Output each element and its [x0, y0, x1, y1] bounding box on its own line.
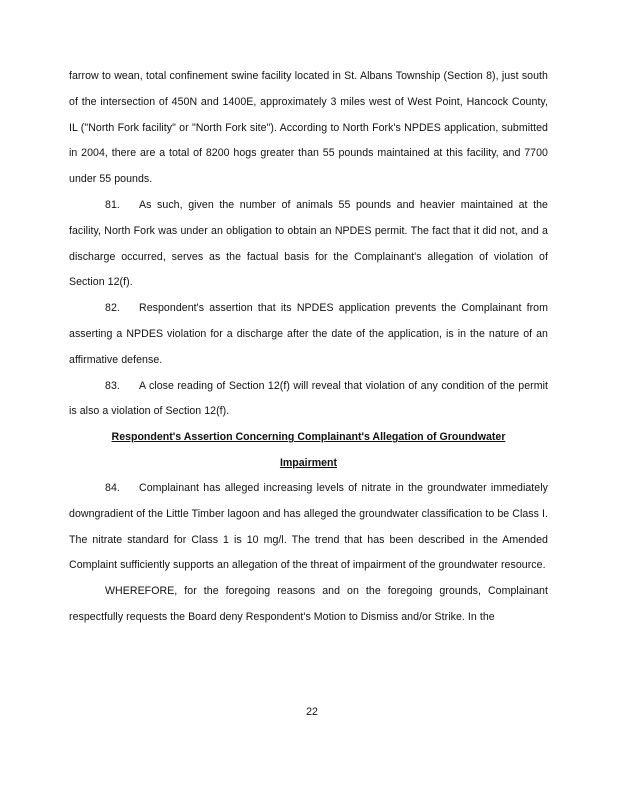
paragraph-81 — [69, 193, 548, 296]
paragraph-84 — [69, 476, 548, 579]
section-heading — [69, 425, 548, 477]
paragraph-81-number: 81. — [105, 198, 120, 211]
paragraph-83-number: 83. — [105, 379, 120, 392]
paragraph-81-text: As such, given the number of animals 55 pounds and heavier maintained at the facility, North Fork was under an obligation to obtain an NPDES permit. The fact that it did not, and a discharge occurred, serves as the factual basis for the Complainant's allegation of violation of Section 12(f). — [69, 198, 548, 289]
paragraph-84-text: Complainant has alleged increasing levels of nitrate in the groundwater immediately downgradient of the Little Timber lagoon and has alleged the groundwater classification to be Class I. The nitrate standard for Class 1 is 10 mg/l. The trend that has been described in the Amended Complaint sufficiently supports an allegation of the threat of impairment of the groundwater resource. — [69, 482, 548, 572]
paragraph-83-text: A close reading of Section 12(f) will reveal that violation of any condition of the permit is also a violation of Section 12(f). — [69, 379, 548, 418]
section-heading-line-1: Respondent's Assertion Concerning Complainant's Allegation of Groundwater — [111, 431, 506, 443]
body-text-lower — [69, 476, 548, 631]
paragraph-82-text: Respondent's assertion that its NPDES application prevents the Complainant from asserting a NPDES violation for a discharge after the date of the application, is in the nature of an affirmative defense. — [69, 302, 548, 366]
paragraph-82 — [69, 296, 548, 373]
body-text-upper — [69, 64, 548, 425]
wherefore-paragraph: WHEREFORE, for the foregoing reasons and on the foregoing grounds, Complainant respectfully requests the Board deny Respondent's Motion to Dismiss and/or Strike. In the — [69, 585, 548, 623]
paragraph-82-number: 82. — [105, 302, 120, 315]
page-number: 22 — [306, 706, 318, 718]
paragraph-83 — [69, 374, 548, 426]
paragraph-84-number: 84. — [105, 482, 120, 494]
section-heading-line-2: Impairment — [279, 456, 338, 469]
intro-paragraph: farrow to wean, total confinement swine facility located in St. Albans Township (Section 8), just south of the intersection of 450N and 1400E, approximately 3 miles west of West Point, Hancock County, IL ("North Fork facility" or "North Fork site"). According to North Fork's NPDES application, submitted in 2004, there are a total of 8200 hogs greater than 55 pounds maintained at this facility, and 7700 under 55 pounds. — [69, 70, 548, 186]
